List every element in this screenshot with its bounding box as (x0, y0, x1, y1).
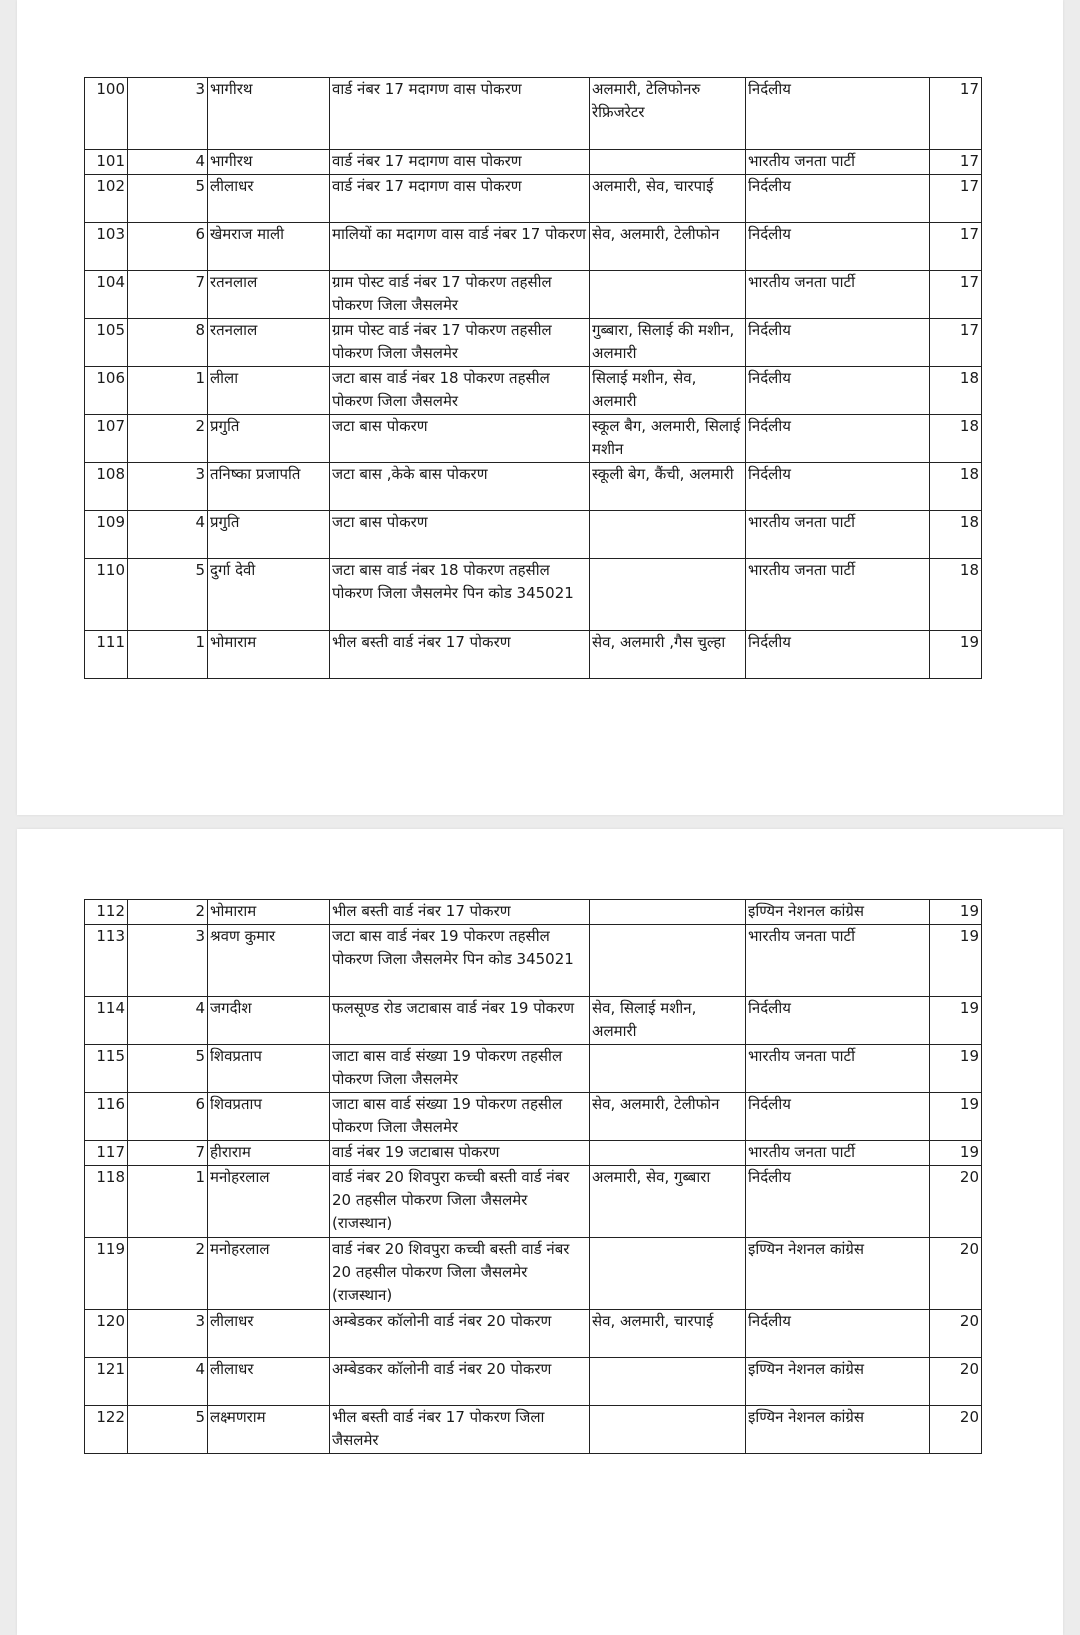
candidate-serial: 3 (128, 925, 208, 997)
candidate-serial: 3 (128, 463, 208, 511)
row-number: 115 (85, 1045, 128, 1093)
election-symbols: सेव, अलमारी, चारपाई (590, 1310, 746, 1358)
candidate-name: मनोहरलाल (208, 1166, 330, 1238)
table-row (85, 1238, 982, 1310)
candidate-address: वार्ड नंबर 17 मदागण वास पोकरण (330, 78, 590, 150)
candidate-name: लीलाधर (208, 175, 330, 223)
ward-number: 18 (930, 559, 982, 631)
candidate-address: फलसूण्ड रोड जटाबास वार्ड नंबर 19 पोकरण (330, 997, 590, 1045)
candidate-address: ग्राम पोस्ट वार्ड नंबर 17 पोकरण तहसील पोकरण जिला जैसलमेर (330, 319, 590, 367)
ward-number: 19 (930, 925, 982, 997)
election-symbols (590, 925, 746, 997)
election-symbols (590, 559, 746, 631)
row-number: 106 (85, 367, 128, 415)
candidate-table-page-2 (84, 899, 982, 1454)
candidate-serial: 5 (128, 1406, 208, 1454)
row-number: 107 (85, 415, 128, 463)
election-symbols (590, 511, 746, 559)
party-name: निर्दलीय (746, 175, 930, 223)
row-number: 112 (85, 900, 128, 925)
candidate-serial: 2 (128, 900, 208, 925)
candidate-address: वार्ड नंबर 17 मदागण वास पोकरण (330, 175, 590, 223)
document-page-2 (17, 829, 1063, 1635)
candidate-name: रतनलाल (208, 271, 330, 319)
party-name: भारतीय जनता पार्टी (746, 511, 930, 559)
ward-number: 17 (930, 175, 982, 223)
candidate-address: जटा बास पोकरण (330, 511, 590, 559)
row-number: 105 (85, 319, 128, 367)
table-row (85, 1141, 982, 1166)
candidate-name: भोमाराम (208, 900, 330, 925)
party-name: निर्दलीय (746, 1093, 930, 1141)
election-symbols (590, 900, 746, 925)
ward-number: 19 (930, 997, 982, 1045)
row-number: 110 (85, 559, 128, 631)
election-symbols: सेव, अलमारी, टेलीफोन (590, 223, 746, 271)
ward-number: 20 (930, 1358, 982, 1406)
candidate-address: भील बस्ती वार्ड नंबर 17 पोकरण जिला जैसलमेर (330, 1406, 590, 1454)
candidate-address: जटा बास पोकरण (330, 415, 590, 463)
party-name: भारतीय जनता पार्टी (746, 925, 930, 997)
party-name: निर्दलीय (746, 463, 930, 511)
table-row (85, 1166, 982, 1238)
election-symbols: स्कूल बैग, अलमारी, सिलाई मशीन (590, 415, 746, 463)
table-row (85, 367, 982, 415)
candidate-name: शिवप्रताप (208, 1093, 330, 1141)
row-number: 113 (85, 925, 128, 997)
candidate-serial: 4 (128, 997, 208, 1045)
party-name: निर्दलीय (746, 415, 930, 463)
candidate-address: भील बस्ती वार्ड नंबर 17 पोकरण (330, 900, 590, 925)
election-symbols: सेव, अलमारी ,गैस चुल्हा (590, 631, 746, 679)
party-name: भारतीय जनता पार्टी (746, 559, 930, 631)
table-row (85, 559, 982, 631)
candidate-address: अम्बेडकर कॉलोनी वार्ड नंबर 20 पोकरण (330, 1358, 590, 1406)
candidate-name: लीलाधर (208, 1310, 330, 1358)
candidate-name: जगदीश (208, 997, 330, 1045)
party-name: भारतीय जनता पार्टी (746, 150, 930, 175)
table-row (85, 223, 982, 271)
candidate-name: हीराराम (208, 1141, 330, 1166)
candidate-name: लीला (208, 367, 330, 415)
table-row (85, 271, 982, 319)
candidate-address: जटा बास वार्ड नंबर 18 पोकरण तहसील पोकरण जिला जैसलमेर (330, 367, 590, 415)
election-symbols: अलमारी, सेव, चारपाई (590, 175, 746, 223)
candidate-address: जाटा बास वार्ड संख्या 19 पोकरण तहसील पोकरण जिला जैसलमेर (330, 1093, 590, 1141)
row-number: 118 (85, 1166, 128, 1238)
row-number: 122 (85, 1406, 128, 1454)
ward-number: 17 (930, 223, 982, 271)
candidate-address: अम्बेडकर कॉलोनी वार्ड नंबर 20 पोकरण (330, 1310, 590, 1358)
party-name: इण्यिन नेशनल कांग्रेस (746, 1406, 930, 1454)
party-name: निर्दलीय (746, 223, 930, 271)
candidate-serial: 2 (128, 1238, 208, 1310)
ward-number: 20 (930, 1406, 982, 1454)
candidate-name: रतनलाल (208, 319, 330, 367)
document-page-1 (17, 0, 1063, 815)
candidate-serial: 3 (128, 78, 208, 150)
candidate-serial: 1 (128, 1166, 208, 1238)
row-number: 101 (85, 150, 128, 175)
candidate-name: श्रवण कुमार (208, 925, 330, 997)
table-row (85, 925, 982, 997)
election-symbols (590, 1406, 746, 1454)
election-symbols (590, 1141, 746, 1166)
table-row (85, 150, 982, 175)
candidate-address: ग्राम पोस्ट वार्ड नंबर 17 पोकरण तहसील पोकरण जिला जैसलमेर (330, 271, 590, 319)
ward-number: 19 (930, 631, 982, 679)
row-number: 103 (85, 223, 128, 271)
ward-number: 17 (930, 319, 982, 367)
candidate-name: मनोहरलाल (208, 1238, 330, 1310)
table-row (85, 997, 982, 1045)
party-name: निर्दलीय (746, 1310, 930, 1358)
candidate-address: जटा बास वार्ड नंबर 19 पोकरण तहसील पोकरण जिला जैसलमेर पिन कोड 345021 (330, 925, 590, 997)
election-symbols (590, 150, 746, 175)
candidate-address: भील बस्ती वार्ड नंबर 17 पोकरण (330, 631, 590, 679)
ward-number: 19 (930, 900, 982, 925)
table-row (85, 631, 982, 679)
row-number: 108 (85, 463, 128, 511)
election-symbols: स्कूली बेग, कैंची, अलमारी (590, 463, 746, 511)
candidate-address: वार्ड नंबर 20 शिवपुरा कच्ची बस्ती वार्ड नंबर 20 तहसील पोकरण जिला जैसलमेर (राजस्थान) (330, 1166, 590, 1238)
row-number: 114 (85, 997, 128, 1045)
election-symbols: गुब्बारा, सिलाई की मशीन, अलमारी (590, 319, 746, 367)
candidate-address: जाटा बास वार्ड संख्या 19 पोकरण तहसील पोकरण जिला जैसलमेर (330, 1045, 590, 1093)
table-row (85, 1310, 982, 1358)
candidate-serial: 7 (128, 271, 208, 319)
table-row (85, 1358, 982, 1406)
candidate-serial: 1 (128, 367, 208, 415)
row-number: 109 (85, 511, 128, 559)
ward-number: 19 (930, 1093, 982, 1141)
ward-number: 18 (930, 511, 982, 559)
election-symbols: सेव, अलमारी, टेलीफोन (590, 1093, 746, 1141)
candidate-name: प्रगुति (208, 511, 330, 559)
candidate-name: तनिष्का प्रजापति (208, 463, 330, 511)
party-name: इण्यिन नेशनल कांग्रेस (746, 1358, 930, 1406)
ward-number: 20 (930, 1310, 982, 1358)
party-name: निर्दलीय (746, 631, 930, 679)
candidate-name: खेमराज माली (208, 223, 330, 271)
party-name: निर्दलीय (746, 367, 930, 415)
candidate-serial: 8 (128, 319, 208, 367)
ward-number: 18 (930, 463, 982, 511)
table-row (85, 78, 982, 150)
party-name: भारतीय जनता पार्टी (746, 1141, 930, 1166)
row-number: 120 (85, 1310, 128, 1358)
election-symbols (590, 1045, 746, 1093)
ward-number: 18 (930, 367, 982, 415)
candidate-address: वार्ड नंबर 17 मदागण वास पोकरण (330, 150, 590, 175)
election-symbols: सिलाई मशीन, सेव, अलमारी (590, 367, 746, 415)
candidate-name: भागीरथ (208, 150, 330, 175)
ward-number: 18 (930, 415, 982, 463)
candidate-address: जटा बास वार्ड नंबर 18 पोकरण तहसील पोकरण जिला जैसलमेर पिन कोड 345021 (330, 559, 590, 631)
candidate-serial: 5 (128, 559, 208, 631)
ward-number: 17 (930, 150, 982, 175)
candidate-name: दुर्गा देवी (208, 559, 330, 631)
ward-number: 17 (930, 78, 982, 150)
candidate-name: लीलाधर (208, 1358, 330, 1406)
candidate-address: वार्ड नंबर 19 जटाबास पोकरण (330, 1141, 590, 1166)
candidate-address: मालियों का मदागण वास वार्ड नंबर 17 पोकरण (330, 223, 590, 271)
party-name: इण्यिन नेशनल कांग्रेस (746, 1238, 930, 1310)
candidate-name: शिवप्रताप (208, 1045, 330, 1093)
table-row (85, 511, 982, 559)
candidate-serial: 4 (128, 1358, 208, 1406)
table-row (85, 319, 982, 367)
row-number: 102 (85, 175, 128, 223)
row-number: 121 (85, 1358, 128, 1406)
candidate-serial: 4 (128, 150, 208, 175)
party-name: भारतीय जनता पार्टी (746, 1045, 930, 1093)
candidate-serial: 7 (128, 1141, 208, 1166)
ward-number: 19 (930, 1141, 982, 1166)
candidate-name: भागीरथ (208, 78, 330, 150)
row-number: 119 (85, 1238, 128, 1310)
candidate-address: जटा बास ,केके बास पोकरण (330, 463, 590, 511)
ward-number: 20 (930, 1238, 982, 1310)
candidate-serial: 3 (128, 1310, 208, 1358)
ward-number: 17 (930, 271, 982, 319)
election-symbols: अलमारी, सेव, गुब्बारा (590, 1166, 746, 1238)
election-symbols (590, 1358, 746, 1406)
election-symbols (590, 1238, 746, 1310)
party-name: भारतीय जनता पार्टी (746, 271, 930, 319)
candidate-address: वार्ड नंबर 20 शिवपुरा कच्ची बस्ती वार्ड नंबर 20 तहसील पोकरण जिला जैसलमेर (राजस्थान) (330, 1238, 590, 1310)
row-number: 111 (85, 631, 128, 679)
election-symbols (590, 271, 746, 319)
candidate-serial: 6 (128, 1093, 208, 1141)
row-number: 100 (85, 78, 128, 150)
row-number: 104 (85, 271, 128, 319)
candidate-name: भोमाराम (208, 631, 330, 679)
candidate-name: लक्ष्मणराम (208, 1406, 330, 1454)
table-row (85, 463, 982, 511)
candidate-serial: 2 (128, 415, 208, 463)
candidate-serial: 4 (128, 511, 208, 559)
party-name: निर्दलीय (746, 319, 930, 367)
table-row (85, 415, 982, 463)
candidate-serial: 5 (128, 175, 208, 223)
election-symbols: सेव, सिलाई मशीन, अलमारी (590, 997, 746, 1045)
ward-number: 19 (930, 1045, 982, 1093)
party-name: इण्यिन नेशनल कांग्रेस (746, 900, 930, 925)
party-name: निर्दलीय (746, 78, 930, 150)
election-symbols: अलमारी, टेलिफोनरु रेफ्रिजरेटर (590, 78, 746, 150)
candidate-serial: 6 (128, 223, 208, 271)
table-row (85, 1406, 982, 1454)
candidate-serial: 1 (128, 631, 208, 679)
ward-number: 20 (930, 1166, 982, 1238)
candidate-serial: 5 (128, 1045, 208, 1093)
party-name: निर्दलीय (746, 1166, 930, 1238)
table-row (85, 1093, 982, 1141)
party-name: निर्दलीय (746, 997, 930, 1045)
candidate-table-page-1 (84, 77, 982, 679)
candidate-name: प्रगुति (208, 415, 330, 463)
table-row (85, 175, 982, 223)
row-number: 116 (85, 1093, 128, 1141)
table-row (85, 1045, 982, 1093)
table-row (85, 900, 982, 925)
row-number: 117 (85, 1141, 128, 1166)
